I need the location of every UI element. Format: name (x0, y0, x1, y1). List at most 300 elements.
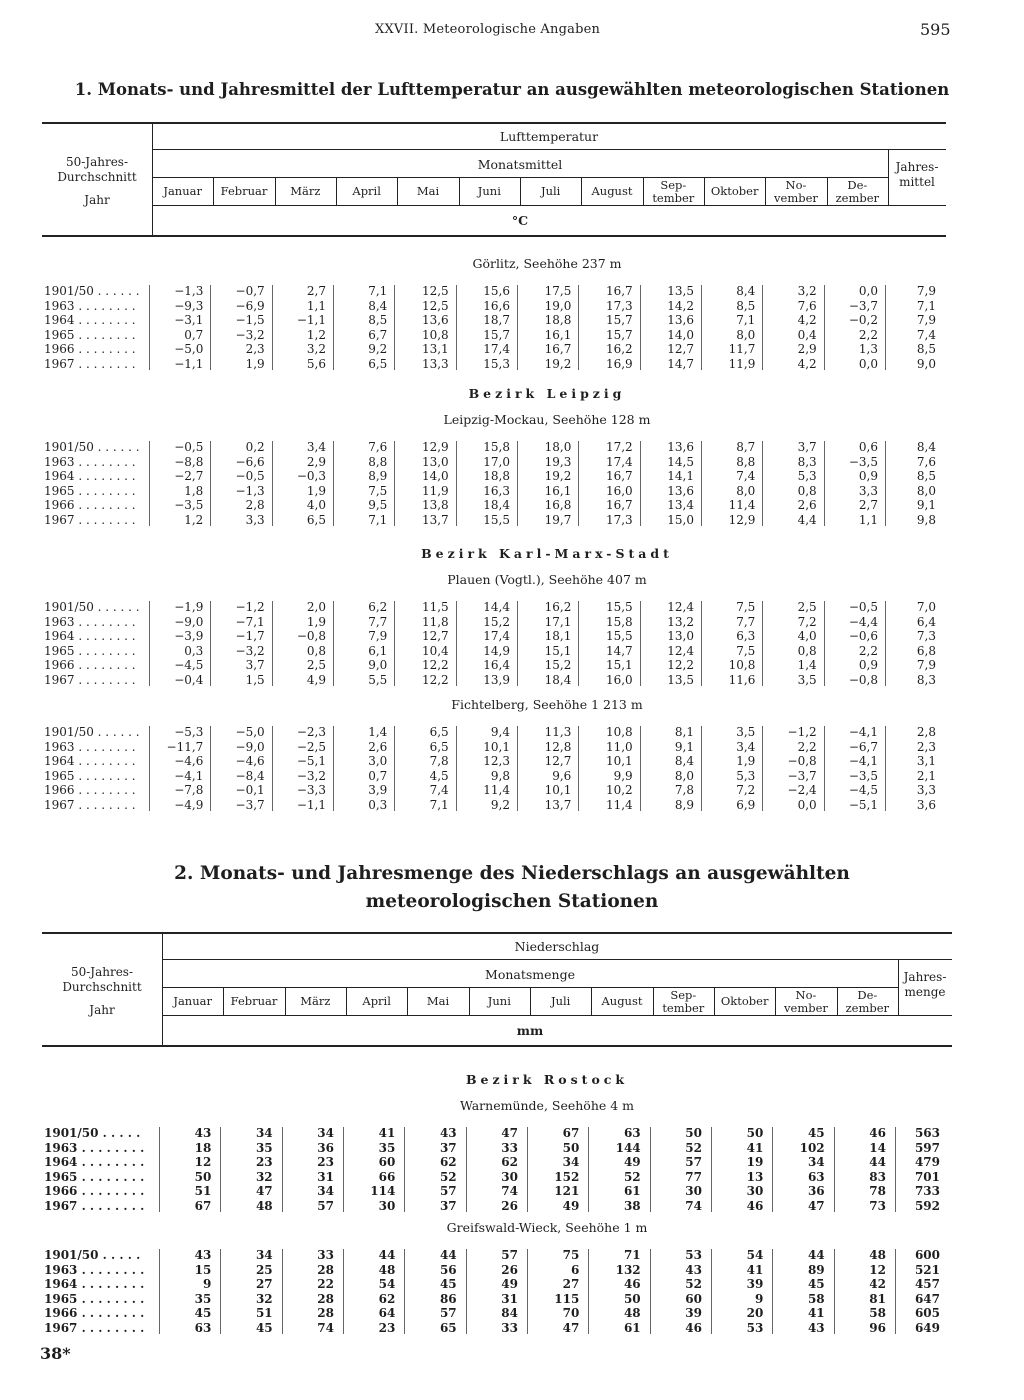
cell-value: 23 (255, 1155, 273, 1169)
cell-value: 121 (554, 1184, 580, 1198)
cell-value: −3,3 (296, 783, 326, 797)
cell-value: −7,1 (235, 614, 265, 629)
cell-value: 45 (439, 1277, 457, 1291)
row-year: 1963 . . . . . . . . (44, 1140, 145, 1155)
cell-value: 53 (685, 1248, 702, 1262)
cell-value: −8,8 (174, 454, 204, 469)
column-separator (762, 726, 763, 811)
table-row (44, 328, 946, 343)
cell-value: 28 (317, 1291, 334, 1306)
column-separator (517, 726, 518, 811)
month-header-line: April (362, 994, 391, 1008)
cell-value: 42 (869, 1277, 886, 1291)
cell-value: 8,5 (368, 313, 388, 327)
cell-value: 152 (554, 1169, 580, 1184)
cell-value: 16,7 (605, 469, 633, 483)
column-separator (834, 1249, 835, 1334)
month-header-line: De- (857, 988, 878, 1002)
cell-value: 1,8 (184, 483, 204, 498)
cell-value: 7,3 (916, 629, 936, 643)
cell-value: −1,7 (235, 629, 265, 643)
column-separator (527, 1127, 528, 1212)
cell-value: 43 (807, 1320, 825, 1335)
cell-value: 7,1 (368, 284, 388, 298)
cell-value: 9,0 (916, 356, 936, 371)
cell-value: 35 (255, 1140, 273, 1155)
cell-value: 3,3 (916, 783, 936, 797)
sub-header: Monatsmittel (477, 157, 563, 172)
column-separator (762, 441, 763, 526)
cell-value: −2,4 (787, 783, 817, 797)
table2-title-line-2: meteorologischen Stationen (365, 891, 659, 912)
column-separator (527, 1249, 528, 1334)
column-separator (640, 726, 641, 811)
cell-value: 63 (807, 1169, 825, 1184)
row-year: 1965 . . . . . . . . (44, 643, 136, 658)
cell-value: 34 (807, 1155, 825, 1169)
cell-value: 4,5 (429, 768, 449, 783)
cell-value: 58 (869, 1306, 886, 1320)
cell-value: 36 (317, 1140, 334, 1155)
cell-value: 12,2 (667, 658, 694, 672)
table-rule (42, 235, 946, 237)
cell-value: 3,4 (736, 739, 756, 754)
cell-value: −0,1 (235, 783, 265, 797)
table-row (44, 284, 946, 299)
cell-value: 13,6 (667, 440, 694, 454)
column-separator (885, 441, 886, 526)
cell-value: −3,2 (235, 327, 265, 342)
column-separator (885, 285, 886, 370)
cell-value: 0,6 (858, 440, 878, 454)
row-year: 1967 . . . . . . . . (44, 1198, 145, 1213)
row-year: 1966 . . . . . . . . (44, 658, 136, 672)
cell-value: 36 (807, 1184, 825, 1198)
cell-value: 16,1 (544, 483, 572, 498)
cell-value: 12,4 (667, 643, 694, 658)
cell-value: 2,2 (797, 739, 817, 754)
cell-value: 46 (623, 1277, 641, 1291)
cell-value: 10,8 (421, 327, 449, 342)
cell-value: −0,5 (235, 469, 265, 483)
cell-value: 13,2 (667, 614, 694, 629)
cell-value: 11,9 (728, 356, 756, 371)
cell-value: 32 (255, 1169, 273, 1184)
cell-value: 521 (914, 1262, 940, 1277)
cell-value: 10,1 (483, 739, 510, 754)
cell-value: 13,4 (667, 498, 694, 512)
cell-value: 3,4 (306, 440, 326, 454)
cell-value: −2,7 (174, 469, 204, 483)
cell-value: 114 (370, 1184, 396, 1198)
cell-value: 12,9 (728, 512, 756, 527)
cell-value: 8,9 (674, 797, 694, 812)
cell-value: 0,0 (858, 284, 878, 298)
cell-value: 16,7 (605, 498, 633, 512)
row-header (42, 965, 162, 1018)
cell-value: 50 (194, 1169, 212, 1184)
cell-value: 16,8 (544, 498, 572, 512)
cell-value: 4,2 (797, 313, 817, 327)
row-header-line: 50-Jahres- (70, 965, 134, 979)
cell-value: −3,7 (787, 768, 817, 783)
cell-value: 2,6 (797, 498, 817, 512)
cell-value: 20 (746, 1306, 764, 1320)
cell-value: 733 (914, 1184, 940, 1198)
cell-value: 57 (685, 1155, 702, 1169)
cell-value: 15,0 (667, 512, 694, 527)
table-rule (42, 1045, 952, 1047)
cell-value: 0,8 (306, 643, 326, 658)
cell-value: 7,8 (674, 783, 694, 797)
cell-value: 3,2 (306, 342, 326, 356)
month-header-line: Juli (550, 994, 571, 1008)
sub-header: Monatsmenge (485, 967, 575, 982)
cell-value: 15,1 (544, 643, 572, 658)
table-row (44, 1321, 952, 1336)
month-header-line: Januar (163, 184, 202, 198)
cell-value: −9,3 (174, 298, 204, 313)
cell-value: 16,3 (483, 483, 510, 498)
cell-value: 4,9 (306, 672, 326, 687)
column-separator (282, 1127, 283, 1212)
column-separator (404, 1127, 405, 1212)
cell-value: 34 (255, 1248, 273, 1262)
month-header (520, 185, 581, 198)
row-year: 1901/50 . . . . . (44, 1248, 141, 1262)
cell-value: 15,7 (605, 313, 633, 327)
cell-value: 18,4 (544, 672, 572, 687)
cell-value: 19,0 (544, 298, 572, 313)
row-header (42, 155, 152, 208)
cell-value: 4,4 (797, 512, 817, 527)
cell-value: 1,9 (736, 754, 756, 768)
cell-value: 1,1 (306, 298, 326, 313)
cell-value: 6,5 (429, 725, 449, 739)
cell-value: 19,7 (544, 512, 572, 527)
cell-value: −9,0 (235, 739, 265, 754)
chapter-title: XXVII. Meteorologische Angaben (375, 22, 601, 37)
cell-value: 13,7 (544, 797, 572, 812)
cell-value: −3,5 (848, 454, 878, 469)
cell-value: 13,7 (421, 512, 449, 527)
cell-value: 8,4 (368, 298, 388, 313)
cell-value: 13,8 (421, 498, 449, 512)
table-row (44, 1184, 952, 1199)
month-header (591, 995, 652, 1008)
column-separator (343, 1127, 344, 1212)
cell-value: 62 (378, 1291, 396, 1306)
cell-value: 11,7 (728, 342, 756, 356)
cell-value: 1,2 (306, 327, 326, 342)
cell-value: 46 (746, 1198, 764, 1213)
cell-value: 9 (754, 1291, 764, 1306)
cell-value: −5,0 (174, 342, 204, 356)
cell-value: 15,8 (605, 614, 633, 629)
cell-value: 9,8 (490, 768, 510, 783)
station-heading: Warnemünde, Seehöhe 4 m (459, 1098, 635, 1113)
cell-value: 53 (746, 1320, 764, 1335)
table-row (44, 1155, 952, 1170)
cell-value: 7,4 (429, 783, 449, 797)
cell-value: −0,4 (174, 672, 204, 687)
cell-value: 45 (255, 1320, 273, 1335)
cell-value: 67 (562, 1126, 580, 1140)
station-heading: Plauen (Vogtl.), Seehöhe 407 m (447, 572, 647, 587)
cell-value: 7,1 (736, 313, 756, 327)
cell-value: 30 (746, 1184, 764, 1198)
month-header (643, 179, 704, 205)
row-year: 1963 . . . . . . . . (44, 298, 136, 313)
cell-value: 33 (317, 1248, 334, 1262)
cell-value: 13,3 (421, 356, 449, 371)
cell-value: 0,0 (858, 356, 878, 371)
cell-value: 19,2 (544, 356, 572, 371)
annual-header (898, 970, 952, 1000)
cell-value: −0,8 (787, 754, 817, 768)
cell-value: 6,4 (916, 614, 936, 629)
table-row (44, 658, 946, 673)
cell-value: 50 (746, 1126, 764, 1140)
table-row (44, 725, 946, 740)
row-year: 1965 . . . . . . . . (44, 1291, 145, 1306)
month-header-line: tember (662, 1001, 705, 1015)
column-separator (220, 1249, 221, 1334)
cell-value: 70 (562, 1306, 580, 1320)
cell-value: 1,9 (306, 614, 326, 629)
cell-value: −6,9 (235, 298, 265, 313)
cell-value: 1,9 (306, 483, 326, 498)
column-separator (640, 601, 641, 686)
month-header-line: Sep- (660, 178, 687, 192)
cell-value: 12,5 (421, 298, 449, 313)
column-separator (394, 285, 395, 370)
column-separator (640, 441, 641, 526)
table-row (44, 754, 946, 769)
cell-value: 600 (914, 1248, 940, 1262)
cell-value: 0,8 (797, 483, 817, 498)
column-separator (394, 441, 395, 526)
month-header (704, 185, 765, 198)
cell-value: 54 (378, 1277, 396, 1291)
cell-value: 43 (194, 1126, 212, 1140)
cell-value: 37 (439, 1140, 457, 1155)
cell-value: 0,3 (184, 643, 204, 658)
column-separator (394, 726, 395, 811)
cell-value: 16,0 (605, 672, 633, 687)
cell-value: 19,2 (544, 469, 572, 483)
cell-value: 15,8 (483, 440, 510, 454)
column-separator (578, 726, 579, 811)
row-year: 1901/50 . . . . . . (44, 440, 140, 454)
cell-value: 9,1 (674, 739, 694, 754)
cell-value: 33 (501, 1320, 518, 1335)
cell-value: 14,1 (667, 469, 694, 483)
cell-value: 30 (685, 1184, 702, 1198)
month-header (581, 185, 642, 198)
cell-value: 14,2 (667, 298, 694, 313)
cell-value: −5,0 (235, 725, 265, 739)
cell-value: 563 (914, 1126, 940, 1140)
cell-value: 2,6 (368, 739, 388, 754)
cell-value: 4,2 (797, 356, 817, 371)
column-separator (149, 726, 150, 811)
cell-value: 74 (685, 1198, 702, 1213)
cell-value: 13,5 (667, 284, 694, 298)
cell-value: 2,3 (245, 342, 265, 356)
cell-value: 25 (255, 1262, 273, 1277)
cell-value: 7,9 (368, 629, 388, 643)
cell-value: 18,0 (544, 440, 572, 454)
column-separator (210, 285, 211, 370)
column-separator (517, 601, 518, 686)
row-year: 1966 . . . . . . . . (44, 498, 136, 512)
table-row (44, 1306, 952, 1321)
cell-value: 8,4 (736, 284, 756, 298)
cell-value: 19 (746, 1155, 764, 1169)
cell-value: 11,0 (605, 739, 633, 754)
cell-value: 39 (746, 1277, 764, 1291)
table-row (44, 673, 946, 688)
column-separator (210, 441, 211, 526)
cell-value: 45 (807, 1277, 825, 1291)
cell-value: 457 (914, 1277, 940, 1291)
cell-value: −1,1 (174, 356, 204, 371)
cell-value: −0,5 (174, 440, 204, 454)
cell-value: 0,7 (184, 327, 204, 342)
cell-value: −4,6 (235, 754, 265, 768)
cell-value: 41 (807, 1306, 825, 1320)
cell-value: 38 (623, 1198, 641, 1213)
cell-value: 46 (869, 1126, 886, 1140)
cell-value: 16,7 (544, 342, 572, 356)
cell-value: 50 (562, 1140, 580, 1155)
cell-value: 11,4 (483, 783, 510, 797)
table-row (44, 783, 946, 798)
column-separator (517, 441, 518, 526)
table2-title-line-1: 2. Monats- und Jahresmenge des Niederschlags an ausgewählten (174, 863, 850, 884)
month-header-line: August (591, 184, 633, 198)
cell-value: 7,2 (736, 783, 756, 797)
column-separator (588, 1249, 589, 1334)
cell-value: 50 (685, 1126, 702, 1140)
table-row (44, 1199, 952, 1214)
cell-value: 11,9 (421, 483, 449, 498)
cell-value: 9,5 (368, 498, 388, 512)
cell-value: 17,3 (605, 298, 633, 313)
cell-value: 14,0 (667, 327, 694, 342)
cell-value: 12,3 (483, 754, 510, 768)
cell-value: 2,7 (306, 284, 326, 298)
cell-value: 6,3 (736, 629, 756, 643)
month-header-line: Februar (230, 994, 278, 1008)
table-row (44, 484, 946, 499)
cell-value: 10,8 (728, 658, 756, 672)
row-year: 1965 . . . . . . . . (44, 768, 136, 783)
cell-value: 8,7 (736, 440, 756, 454)
column-separator (762, 601, 763, 686)
row-year: 1964 . . . . . . . . (44, 1277, 145, 1291)
row-header-line: Jahr (89, 1003, 115, 1017)
cell-value: 37 (439, 1198, 457, 1213)
cell-value: 592 (914, 1198, 940, 1213)
cell-value: 4,0 (306, 498, 326, 512)
column-separator (701, 726, 702, 811)
table-rule (162, 1015, 952, 1016)
cell-value: 8,0 (736, 327, 756, 342)
cell-value: 61 (623, 1184, 641, 1198)
column-separator (456, 726, 457, 811)
cell-value: −5,3 (174, 725, 204, 739)
month-header (459, 185, 520, 198)
row-year: 1963 . . . . . . . . (44, 1262, 145, 1277)
column-separator (772, 1249, 773, 1334)
cell-value: −3,1 (174, 313, 204, 327)
column-separator (343, 1249, 344, 1334)
cell-value: −1,3 (174, 284, 204, 298)
cell-value: 52 (685, 1140, 702, 1155)
cell-value: 52 (439, 1169, 457, 1184)
month-header (285, 995, 346, 1008)
column-separator (711, 1249, 712, 1334)
month-header-line: März (290, 184, 321, 198)
cell-value: 2,2 (858, 327, 878, 342)
station-heading: Leipzig-Mockau, Seehöhe 128 m (443, 412, 651, 427)
cell-value: −4,1 (848, 754, 878, 768)
cell-value: 16,7 (605, 284, 633, 298)
cell-value: 7,6 (368, 440, 388, 454)
cell-value: −4,1 (174, 768, 204, 783)
bezirk-heading: Bezirk Leipzig (468, 386, 626, 401)
cell-value: 15,7 (483, 327, 510, 342)
column-separator (466, 1249, 467, 1334)
cell-value: 48 (255, 1198, 273, 1213)
cell-value: −0,3 (296, 469, 326, 483)
cell-value: 12,4 (667, 600, 694, 614)
cell-value: 51 (255, 1306, 273, 1320)
group-header: Niederschlag (514, 939, 600, 954)
column-separator (578, 285, 579, 370)
cell-value: 7,1 (916, 298, 936, 313)
cell-value: 15,5 (483, 512, 510, 527)
column-separator (149, 441, 150, 526)
cell-value: 2,3 (916, 739, 936, 754)
cell-value: 13,6 (667, 313, 694, 327)
annual-header-line: mittel (899, 175, 935, 189)
cell-value: 11,3 (544, 725, 572, 739)
column-separator (272, 285, 273, 370)
cell-value: 35 (194, 1291, 212, 1306)
cell-value: 34 (317, 1184, 334, 1198)
cell-value: 7,8 (429, 754, 449, 768)
cell-value: −3,2 (235, 643, 265, 658)
cell-value: 17,4 (483, 629, 510, 643)
cell-value: 50 (623, 1291, 641, 1306)
row-year: 1901/50 . . . . . (44, 1126, 141, 1140)
column-separator (333, 285, 334, 370)
table-row (44, 299, 946, 314)
cell-value: −0,8 (848, 672, 878, 687)
cell-value: 1,2 (184, 512, 204, 527)
cell-value: 9,8 (916, 512, 936, 527)
cell-value: 2,5 (306, 658, 326, 672)
cell-value: 12,7 (667, 342, 694, 356)
cell-value: 16,4 (483, 658, 510, 672)
cell-value: 15,5 (605, 629, 633, 643)
cell-value: 96 (869, 1320, 886, 1335)
cell-value: 61 (623, 1320, 641, 1335)
column-separator (885, 726, 886, 811)
